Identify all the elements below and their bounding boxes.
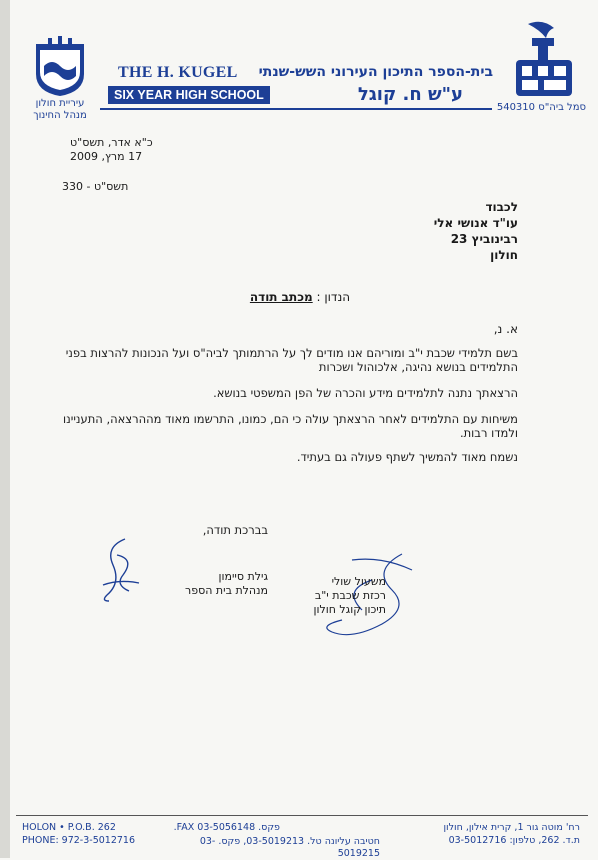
footer-fax-en-label: FAX.: [173, 822, 195, 833]
recipient-line-4: חולון: [490, 248, 518, 262]
school-torch-logo-icon: [508, 20, 580, 100]
school-name-hebrew-line1: בית-הספר התיכון העירוני השש-שנתי: [258, 64, 493, 80]
municipality-crest-icon: [30, 36, 90, 98]
signatory-right-name: משעול שולי: [331, 575, 386, 588]
reference-number: תשס"ט - 330: [62, 180, 129, 193]
date-gregorian: 17 מרץ, 2009: [70, 150, 143, 163]
signatory-left: [185, 570, 268, 598]
footer-fax-he: פקס. 03-5056148: [197, 822, 280, 833]
footer-fax: [120, 822, 280, 834]
municipality-caption: [22, 98, 98, 122]
footer-holon-en: HOLON • P.O.B. 262: [22, 822, 116, 833]
recipient-line-1: לכבוד: [485, 200, 518, 214]
signatory-right: [313, 575, 386, 617]
signatory-right-org: תיכון קוגל חולון: [313, 603, 386, 616]
signature-scribble-left-icon: [95, 535, 145, 605]
paragraph-4: נשמח מאוד להמשיך לשתף פעולה גם בעתיד.: [296, 450, 518, 464]
date-hebrew: כ"א אדר, תשס"ט: [70, 136, 153, 149]
signatory-right-title: רכזת שכבת י"ב: [314, 589, 386, 602]
subject-value: מכתב תודה: [249, 290, 313, 304]
footer-junior-high: חטיבה עליונה טל. 03-5019213, פקס. 03-5019215: [199, 836, 380, 859]
caption-line-1: עיריית חולון: [35, 98, 85, 109]
subject-label: הנדון :: [316, 290, 351, 304]
school-symbol-code: סמל ביה"ס 540310: [496, 102, 586, 113]
school-subtitle-english: SIX YEAR HIGH SCHOOL: [108, 86, 270, 104]
signatory-left-name: גילת סיימון: [218, 570, 268, 583]
scan-edge: [0, 0, 10, 858]
footer-address-1: רח' מוטה גור 1, קרית אילון, חולון: [443, 822, 580, 833]
paragraph-2: הרצאתך נתנה לתלמידים מידע והכרה של הפן המשפטי בנושא.: [213, 386, 518, 400]
footer-address-2: ת.ד. 262, טלפון: 03-5012716: [448, 835, 580, 846]
recipient-line-2: עו"ד אנושי אלי: [433, 216, 518, 230]
paragraph-1: בשם תלמידי שכבת י"ב ומוריהם אנו מודים לך על הרתמותך לביה"ס ועל הנכונות להרצות בפני התלמידים בנושא נהיגה, אלכוהול ושכרות: [65, 346, 518, 374]
school-name-english: THE H. KUGEL: [118, 64, 238, 81]
recipient-line-3: רבינוביץ 23: [450, 232, 518, 246]
footer-divider: [16, 815, 588, 816]
subject-line: [200, 290, 400, 304]
footer-phone-en: PHONE: 972-3-5012716: [22, 835, 136, 846]
greeting: א. נ,: [493, 322, 518, 336]
signatory-left-title: מנהלת בית הספר: [185, 584, 268, 597]
paragraph-3: משיחות עם התלמידים לאחר הרצאתך עולה כי הם, כמונו, התרשמו מאוד מההרצאה, התעניינו ולמדו רבות.: [63, 412, 518, 440]
school-name-hebrew-line2: ע"ש ח. קוגל: [357, 84, 463, 105]
closing: בברכת תודה,: [202, 523, 268, 537]
caption-line-2: מנהל החינוך: [33, 110, 87, 121]
header-divider: [100, 108, 492, 110]
